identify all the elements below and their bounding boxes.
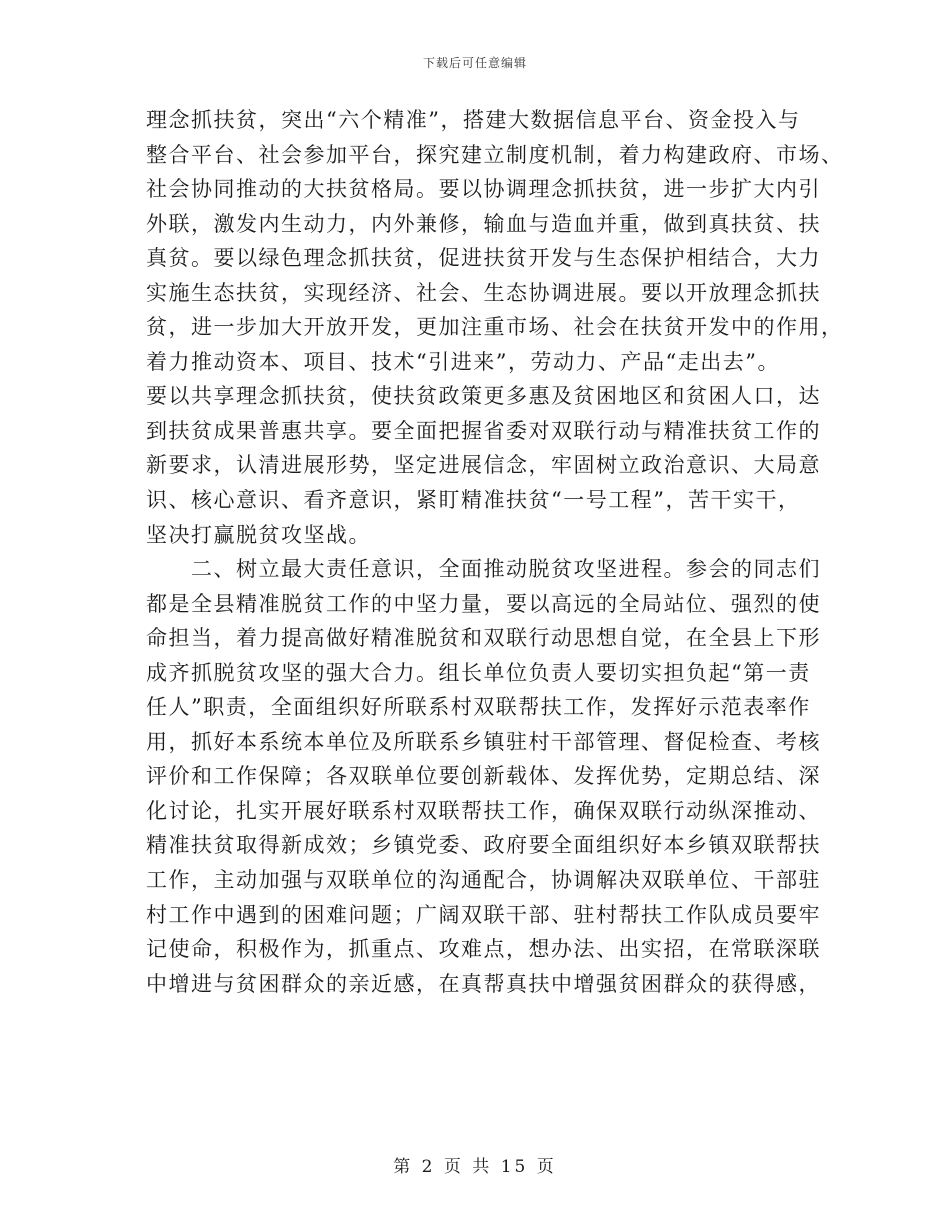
text-line: 坚决打赢脱贫攻坚战。 — [146, 522, 371, 547]
text-line: 实施生态扶贫，实现经济、社会、生态协调进展。要以开放理念抓扶 — [146, 280, 821, 305]
text-line: 社会协同推动的大扶贫格局。要以协调理念抓扶贫，进一步扩大内引 — [146, 177, 821, 202]
page-header: 下载后可任意编辑 — [422, 56, 527, 70]
text-line: 工作，主动加强与双联单位的沟通配合，协调解决双联单位、干部驻 — [146, 868, 821, 893]
text-line: 要以共享理念抓扶贫，使扶贫政策更多惠及贫困地区和贫困人口，达 — [146, 384, 821, 409]
text-line: 新要求，认清进展形势，坚定进展信念，牢固树立政治意识、大局意 — [146, 453, 821, 478]
text-line: 到扶贫成果普惠共享。要全面把握省委对双联行动与精准扶贫工作的 — [146, 418, 821, 443]
text-line: 贫，进一步加大开放开发，更加注重市场、社会在扶贫开发中的作用， — [146, 315, 844, 340]
text-line: 评价和工作保障；各双联单位要创新载体、发挥优势，定期总结、深 — [146, 764, 821, 789]
text-line: 二、树立最大责任意识，全面推动脱贫攻坚进程。参会的同志们 — [146, 557, 821, 582]
text-line: 外联，激发内生动力，内外兼修，输血与造血并重，做到真扶贫、扶 — [146, 211, 821, 236]
text-line: 化讨论，扎实开展好联系村双联帮扶工作，确保双联行动纵深推动、 — [146, 798, 821, 823]
text-line: 任人”职责，全面组织好所联系村双联帮扶工作，发挥好示范表率作 — [146, 695, 811, 720]
text-line: 精准扶贫取得新成效；乡镇党委、政府要全面组织好本乡镇双联帮扶 — [146, 833, 821, 858]
text-line: 着力推动资本、项目、技术“引进来”，劳动力、产品“走出去”。 — [146, 349, 780, 374]
text-line: 理念抓扶贫，突出“六个精准”，搭建大数据信息平台、资金投入与 — [146, 108, 801, 132]
text-line: 用，抓好本系统本单位及所联系乡镇驻村干部管理、督促检查、考核 — [146, 729, 821, 754]
text-line: 命担当，着力提高做好精准脱贫和双联行动思想自觉，在全县上下形 — [146, 626, 821, 651]
body-text — [146, 103, 844, 1001]
text-line: 村工作中遇到的困难问题；广阔双联干部、驻村帮扶工作队成员要牢 — [146, 902, 821, 927]
text-line: 识、核心意识、看齐意识，紧盯精准扶贫“一号工程”，苦干实干， — [146, 488, 801, 513]
text-line: 成齐抓脱贫攻坚的强大合力。组长单位负责人要切实担负起“第一责 — [146, 660, 811, 685]
text-line: 真贫。要以绿色理念抓扶贫，促进扶贫开发与生态保护相结合，大力 — [146, 246, 821, 271]
text-line: 中增进与贫困群众的亲近感，在真帮真扶中增强贫困群众的获得感， — [146, 971, 821, 996]
page-number: 第 2 页 共 15 页 — [393, 1157, 557, 1177]
text-line: 记使命，积极作为，抓重点、攻难点，想办法、出实招，在常联深联 — [146, 937, 821, 962]
text-line: 整合平台、社会参加平台，探究建立制度机制，着力构建政府、市场、 — [146, 142, 844, 167]
text-line: 都是全县精准脱贫工作的中坚力量，要以高远的全局站位、强烈的使 — [146, 591, 821, 616]
